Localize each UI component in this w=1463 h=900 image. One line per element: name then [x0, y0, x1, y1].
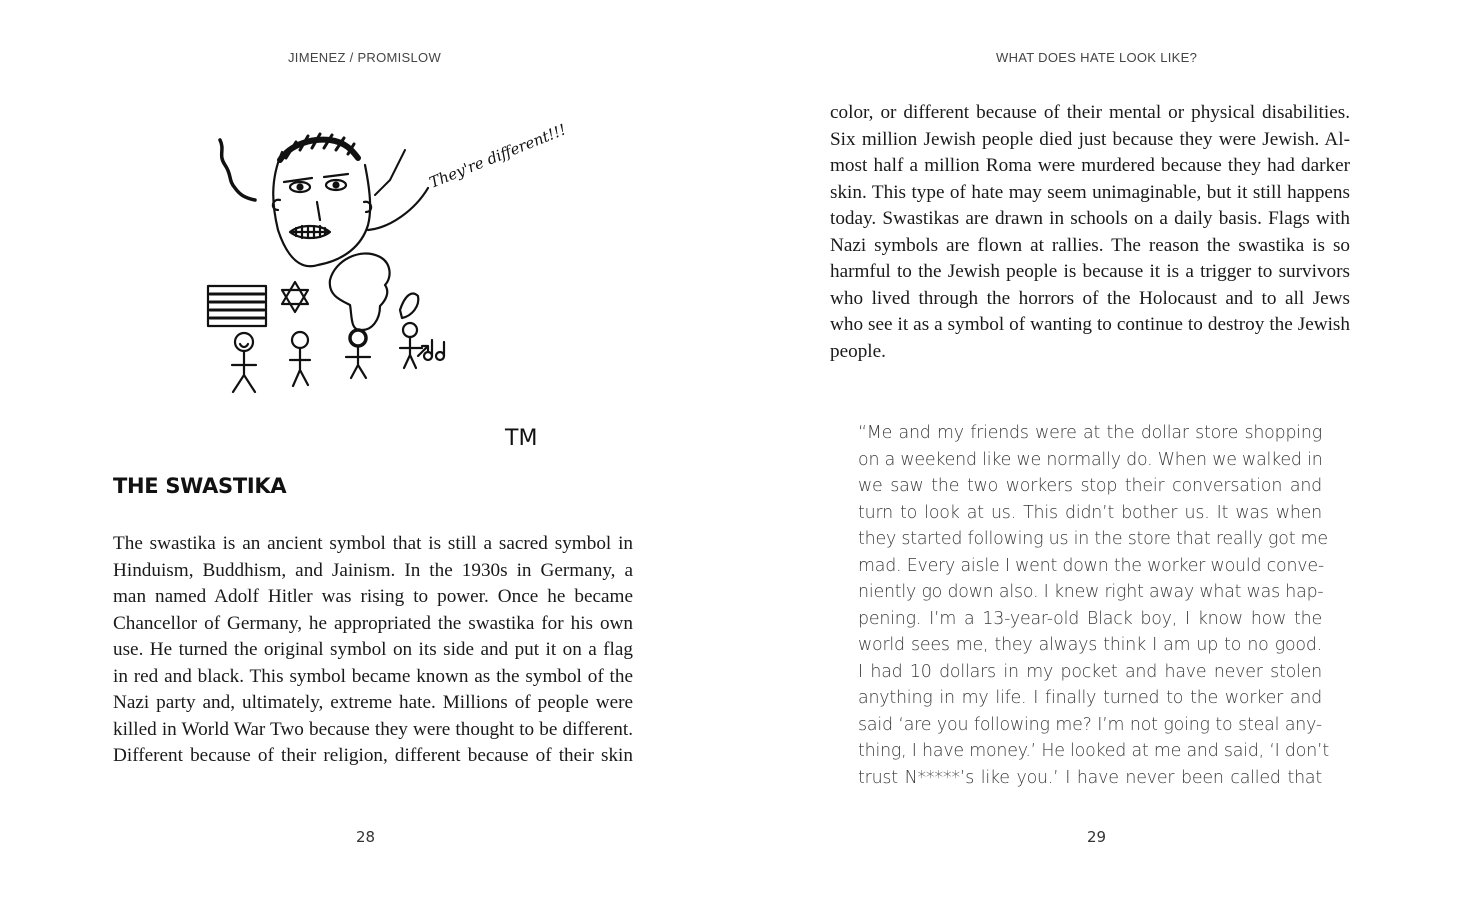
quote-line: thing, I have money.’ He looked at me and said, ‘I don’t — [858, 741, 1329, 761]
quote-line: turn to look at us. This didn’t bother us. It was when — [858, 502, 1322, 523]
speech-text: They're different!!! — [426, 120, 569, 192]
angry-face-icon — [273, 134, 371, 266]
text-line: Hinduism, Buddhism, and Jainism. In the 1930s in Germany, a — [113, 559, 633, 581]
text-line: use. He turned the original symbol on its side and put it on a flag — [113, 639, 633, 660]
child-drawing-illustration — [200, 120, 580, 460]
quote-line: we saw the two workers stop their conversation and — [858, 476, 1322, 496]
body-text-left — [113, 531, 633, 770]
text-line: today. Swastikas are drawn in schools on a daily basis. Flags with — [830, 208, 1350, 229]
quote-line: trust N*****’s like you.’ I have never been called that — [858, 767, 1322, 788]
quote-line: pening. I’m a 13-year-old Black boy, I know how the — [858, 608, 1322, 629]
flag-icon — [208, 286, 266, 326]
running-head-right: WHAT DOES HATE LOOK LIKE? — [996, 50, 1198, 65]
text-line: people. — [830, 340, 886, 362]
page-number-right: 29 — [1087, 828, 1107, 846]
right-page — [731, 0, 1463, 900]
wavy-line-right-icon — [375, 150, 405, 195]
running-head-left: JIMENEZ / PROMISLOW — [288, 50, 442, 65]
text-line: most half a million Roma were murdered because they had darker — [830, 155, 1350, 176]
africa-outline-icon — [330, 253, 390, 330]
stick-figure-4-icon — [400, 323, 444, 368]
text-line: Different because of their religion, different because of their skin — [113, 745, 633, 766]
text-line: man named Adolf Hitler was rising to power. Once he became — [113, 586, 633, 607]
text-line: The swastika is an ancient symbol that is still a sacred symbol in — [113, 533, 633, 554]
wavy-line-left-icon — [220, 140, 255, 200]
quote-line: they started following us in the store that really got me — [858, 529, 1328, 549]
quote-line: world sees me, they always think I am up to no good. — [858, 635, 1322, 655]
text-line: Six million Jewish people died just because they were Jewish. Al- — [830, 128, 1350, 150]
body-text-right — [830, 100, 1350, 365]
stick-figure-2-icon — [290, 332, 310, 386]
stick-figure-1-icon — [232, 333, 256, 392]
stick-figure-3-icon — [346, 330, 370, 378]
quote-line: niently go down also. I knew right away what was hap- — [858, 582, 1324, 602]
testimonial-quote — [858, 420, 1329, 791]
left-page — [0, 0, 731, 900]
quote-line: anything in my life. I finally turned to the worker and — [858, 688, 1322, 708]
quote-line: I had 10 dollars in my pocket and have never stolen — [858, 661, 1322, 682]
text-line: who lived through the horrors of the Holocaust and to all Jews — [830, 287, 1350, 309]
quote-line: “Me and my friends were at the dollar store shopping — [858, 423, 1322, 443]
star-of-david-icon — [282, 282, 308, 312]
text-line: skin. This type of hate may seem unimaginable, but it still happens — [830, 181, 1350, 203]
text-line: in red and black. This symbol became known as the symbol of the — [113, 665, 633, 687]
text-line: who see it as a symbol of wanting to continue to destroy the Jewish — [830, 314, 1350, 335]
page-number-left: 28 — [356, 828, 376, 846]
text-line: Chancellor of Germany, he appropriated the swastika for his own — [113, 612, 633, 634]
quote-line: mad. Every aisle I went down the worker would conve- — [858, 555, 1324, 576]
quote-line: on a weekend like we normally do. When we walked in — [858, 449, 1323, 470]
section-title: THE SWASTIKA — [113, 474, 287, 498]
island-outline-icon — [400, 294, 418, 318]
text-line: color, or different because of their mental or physical disabilities. — [830, 102, 1350, 123]
artist-signature: TM — [505, 426, 538, 451]
quote-line: said ‘are you following me? I’m not going to steal any- — [858, 714, 1322, 735]
text-line: killed in World War Two because they were thought to be different. — [113, 718, 633, 740]
text-line: Nazi symbols are flown at rallies. The reason the swastika is so — [830, 234, 1350, 256]
text-line: Nazi party and, ultimately, extreme hate. Millions of people were — [113, 692, 633, 713]
text-line: harmful to the Jewish people is because it is a trigger to survivors — [830, 261, 1350, 282]
